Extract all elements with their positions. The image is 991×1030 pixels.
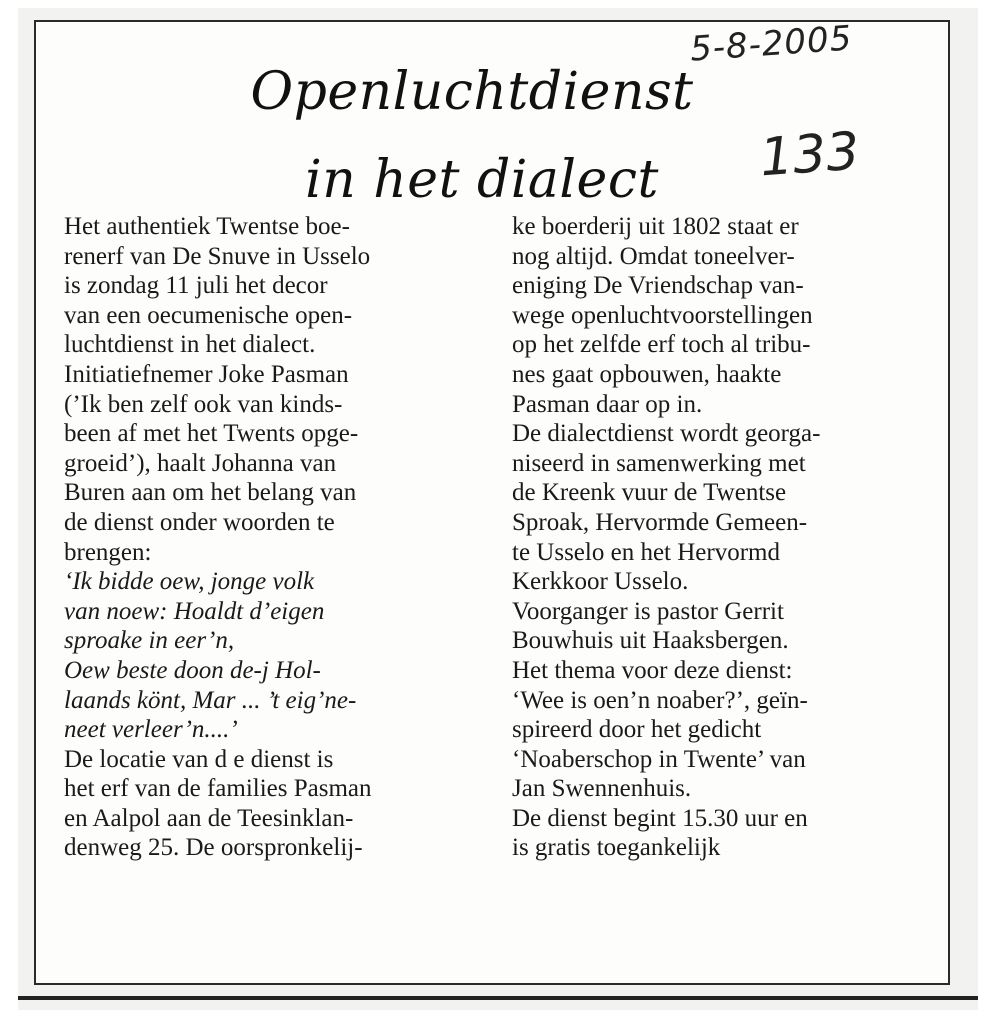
article-line: Buren aan om het belang van: [64, 479, 357, 507]
article-line: Kerkkoor Usselo.: [512, 568, 689, 596]
article-line: op het zelfde erf toch al tribu-: [512, 331, 811, 359]
article-line: ke boerderij uit 1802 staat er: [512, 213, 799, 240]
handwritten-number: 133: [758, 121, 862, 189]
headline-line-2: in het dialect: [305, 150, 659, 210]
article-line: ‘Wee is oen’n noaber?’, geïn-: [512, 686, 808, 714]
article-line: laands könt, Mar ... ’t eig’ne-: [64, 686, 357, 714]
article-line: Initiatiefnemer Joke Pasman: [64, 360, 349, 388]
article-line: renerf van De Snuve in Usselo: [64, 242, 371, 270]
article-right-column: [512, 212, 932, 863]
article-line: ‘Ik bidde oew, jonge volk: [64, 568, 315, 596]
article-line: niseerd in samenwerking met: [512, 449, 806, 477]
article-line: (’Ik ben zelf ook van kinds-: [64, 390, 343, 418]
article-line: De dialectdienst wordt georga-: [512, 420, 821, 448]
article-line: Sproak, Hervormde Gemeen-: [512, 508, 808, 536]
article-line: Het authentiek Twentse boe-: [64, 213, 350, 240]
article-line: is zondag 11 juli het decor: [64, 272, 328, 300]
article-line: Oew beste doon de-j Hol-: [64, 656, 321, 684]
article-line: Het thema voor deze dienst:: [512, 656, 793, 684]
article-line: neet verleer’n....’: [64, 716, 238, 744]
article-line: De dienst begint 15.30 uur en: [512, 804, 808, 832]
article-line: te Usselo en het Hervormd: [512, 538, 780, 566]
article-line: brengen:: [64, 538, 152, 566]
article-line: de dienst onder woorden te: [64, 508, 335, 536]
article-line: been af met het Twents opge-: [64, 420, 359, 448]
handwritten-date: 5-8-2005: [688, 18, 854, 70]
article-line: sproake in eer’n,: [64, 627, 235, 655]
article-line: wege openluchtvoorstellingen: [512, 301, 813, 329]
article-line: is gratis toegankelijk: [512, 834, 721, 862]
headline-line-1: Openluchtdienst: [250, 62, 694, 122]
article-line: nog altijd. Omdat toneelver-: [512, 242, 795, 270]
clipping-bottom-edge: [18, 996, 978, 1000]
article-line: luchtdienst in het dialect.: [64, 331, 316, 359]
article-line: van een oecumenische open-: [64, 301, 353, 329]
article-line: groeid’), haalt Johanna van: [64, 449, 337, 477]
article-line: de Kreenk vuur de Twentse: [512, 479, 787, 507]
article-line: en Aalpol aan de Teesinklan-: [64, 804, 354, 832]
article-line: van noew: Hoaldt d’eigen: [64, 597, 325, 625]
article-line: De locatie van d e dienst is: [64, 745, 334, 773]
article-line: Bouwhuis uit Haaksbergen.: [512, 627, 789, 655]
article-line: het erf van de families Pasman: [64, 775, 372, 803]
article-line: denweg 25. De oorspronkelij-: [64, 834, 363, 862]
article-left-column: [64, 212, 484, 863]
article-line: eniging De Vriendschap van-: [512, 272, 804, 300]
article-line: ‘Noaberschop in Twente’ van: [512, 745, 806, 773]
article-line: nes gaat opbouwen, haakte: [512, 360, 782, 388]
article-line: Jan Swennenhuis.: [512, 775, 692, 803]
article-line: Voorganger is pastor Gerrit: [512, 597, 784, 625]
article-line: spireerd door het gedicht: [512, 716, 762, 744]
article-line: Pasman daar op in.: [512, 390, 703, 418]
